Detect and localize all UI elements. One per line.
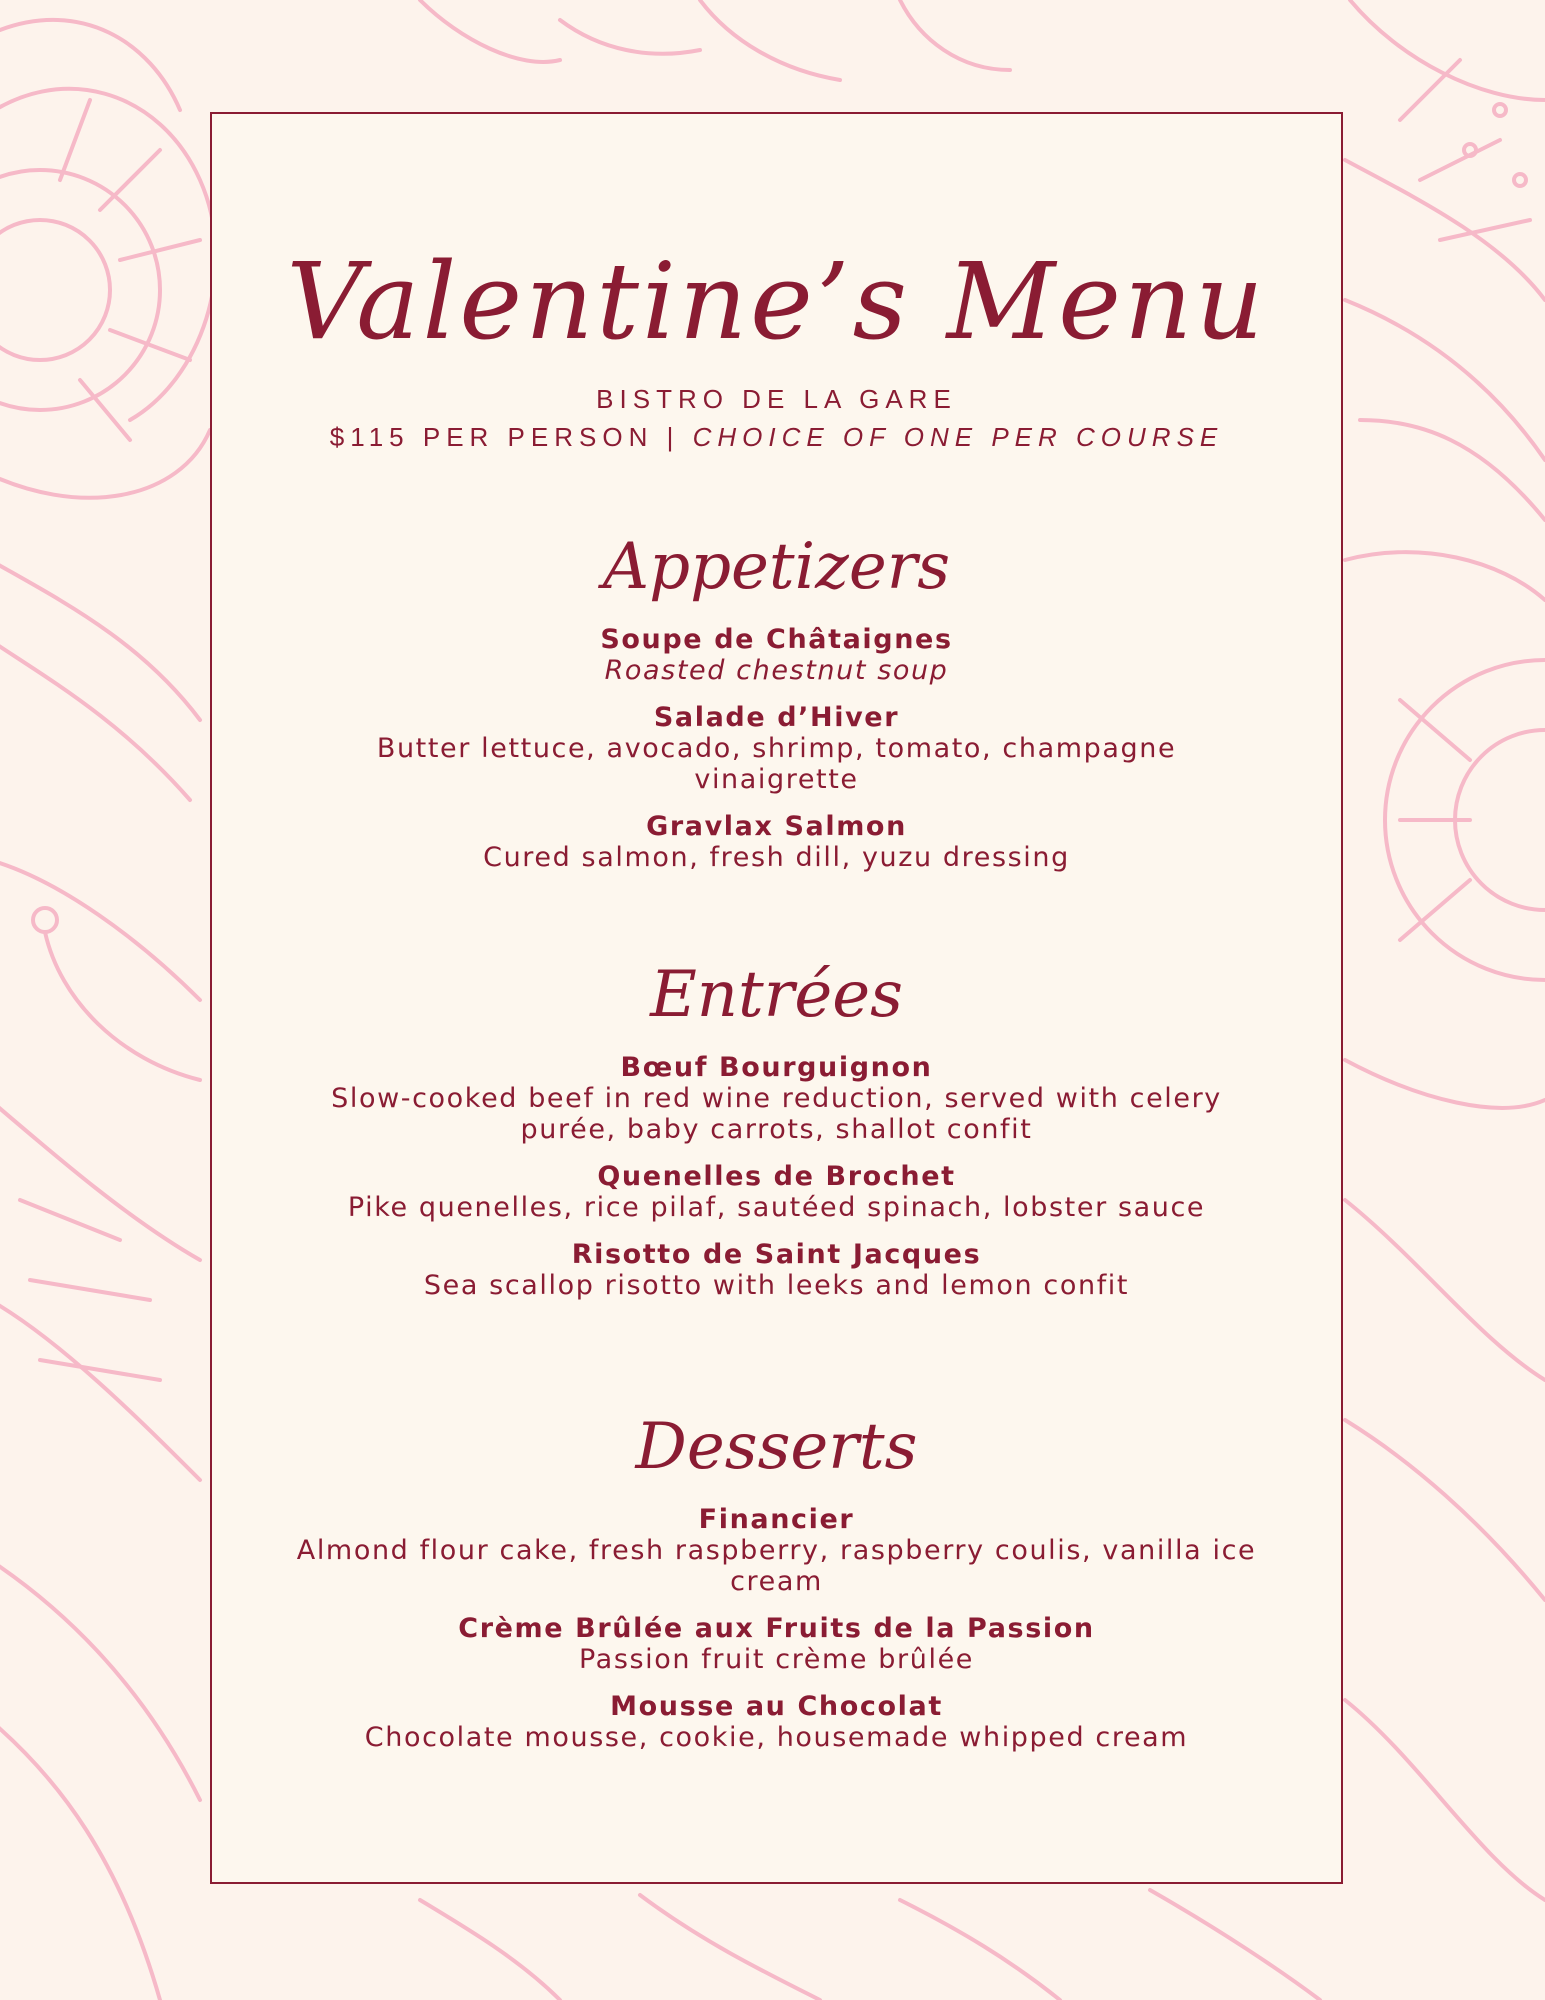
menu-item xyxy=(292,1504,1261,1597)
item-description: Almond flour cake, fresh raspberry, raspberry coulis, vanilla ice cream xyxy=(296,1535,1257,1597)
item-description: Slow-cooked beef in red wine reduction, served with celery purée, baby carrots, shallot confit xyxy=(331,1083,1222,1145)
item-description: Cured salmon, fresh dill, yuzu dressing xyxy=(483,842,1070,873)
section-title: Entrées xyxy=(650,958,903,1032)
item-name: Risotto de Saint Jacques xyxy=(571,1239,982,1270)
flower-top-right xyxy=(1345,0,1545,520)
menu-item xyxy=(292,1691,1261,1753)
item-name: Crème Brûlée aux Fruits de la Passion xyxy=(458,1613,1095,1644)
course-note: CHOICE OF ONE PER COURSE xyxy=(692,422,1224,452)
section-appetizers xyxy=(292,524,1261,889)
menu-item xyxy=(292,702,1261,795)
flower-left-lower xyxy=(0,860,200,2000)
flower-top-left xyxy=(0,20,216,800)
item-description: Butter lettuce, avocado, shrimp, tomato, champagne vinaigrette xyxy=(376,733,1177,795)
flower-top-center xyxy=(420,0,1010,80)
menu-title: Valentine’s Menu xyxy=(286,240,1267,363)
item-name: Financier xyxy=(698,1504,855,1535)
item-name: Quenelles de Brochet xyxy=(597,1161,956,1192)
item-description: Chocolate mousse, cookie, housemade whipped cream xyxy=(364,1722,1189,1753)
menu-item xyxy=(292,811,1261,873)
item-name: Gravlax Salmon xyxy=(646,811,907,842)
price-line xyxy=(212,418,1341,456)
item-description: Pike quenelles, rice pilaf, sautéed spinach, lobster sauce xyxy=(347,1192,1206,1223)
menu-item xyxy=(292,624,1261,686)
item-name: Soupe de Châtaignes xyxy=(600,624,953,655)
menu-item xyxy=(292,1613,1261,1675)
section-desserts xyxy=(292,1404,1261,1769)
price-text: $115 PER PERSON | xyxy=(329,422,693,452)
section-entrees xyxy=(292,952,1261,1317)
menu-card xyxy=(210,112,1343,1884)
item-description: Sea scallop risotto with leeks and lemon confit xyxy=(423,1270,1130,1301)
menu-item xyxy=(292,1052,1261,1145)
item-name: Mousse au Chocolat xyxy=(610,1691,943,1722)
section-title: Desserts xyxy=(635,1410,918,1484)
flower-right-middle xyxy=(1345,552,1545,1600)
item-description: Passion fruit crème brûlée xyxy=(579,1644,974,1675)
item-description: Roasted chestnut soup xyxy=(604,655,949,686)
item-name: Bœuf Bourguignon xyxy=(620,1052,933,1083)
section-title: Appetizers xyxy=(602,530,951,604)
menu-subtitle xyxy=(212,380,1341,456)
item-name: Salade d’Hiver xyxy=(653,702,900,733)
menu-item xyxy=(292,1161,1261,1223)
menu-item xyxy=(292,1239,1261,1301)
restaurant-name: BISTRO DE LA GARE xyxy=(596,384,957,414)
